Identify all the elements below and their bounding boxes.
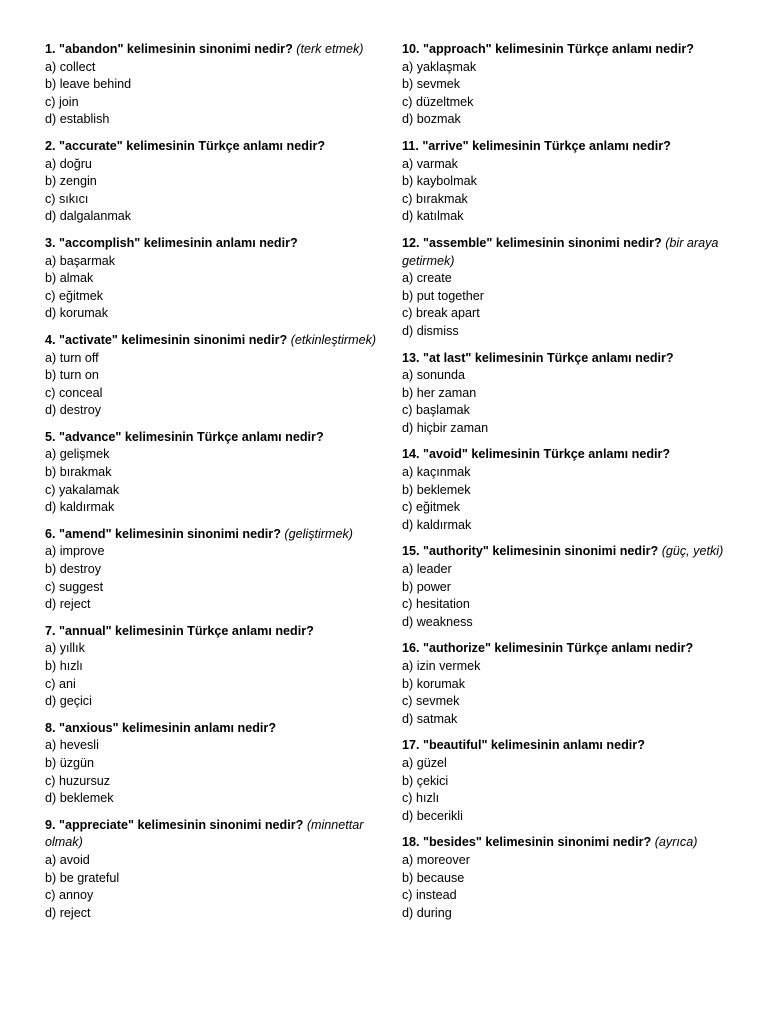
answer-option: d) dalgalanmak: [45, 209, 132, 224]
answer-option: d) satmak: [402, 711, 458, 726]
answer-option: c) hızlı: [402, 791, 440, 806]
answer-option: c) annoy: [45, 888, 94, 903]
right-column: [402, 41, 747, 931]
answer-option: d) korumak: [45, 306, 108, 321]
question-item: [402, 640, 747, 728]
question-item: [45, 332, 390, 420]
question-title: "authority" kelimesinin sinonimi nedir?: [423, 544, 659, 559]
question-title: "approach" kelimesinin Türkçe anlamı nedir?: [423, 42, 694, 56]
question-title: "arrive" kelimesinin Türkçe anlamı nedir?: [422, 138, 671, 153]
answer-option: b) be grateful: [45, 870, 120, 885]
question-number: 12.: [402, 235, 420, 250]
question-number: 17.: [402, 738, 420, 753]
question-number: 14.: [402, 447, 420, 462]
question-item: [402, 235, 747, 341]
question-hint: (ayrıca): [654, 835, 698, 850]
question-number: 5.: [45, 429, 56, 444]
answer-option: a) varmak: [402, 156, 458, 171]
answer-option: c) break apart: [402, 306, 480, 321]
answer-option: d) reject: [45, 597, 91, 612]
answer-option: c) instead: [402, 888, 457, 903]
question-title: "accurate" kelimesinin Türkçe anlamı nedir?: [59, 138, 326, 153]
answer-option: d) reject: [45, 905, 91, 920]
question-number: 11.: [402, 138, 419, 153]
question-number: 6.: [45, 526, 56, 541]
question-number: 2.: [45, 138, 56, 153]
answer-option: c) huzursuz: [45, 773, 111, 788]
answer-option: c) sıkıcı: [45, 191, 89, 206]
answer-option: b) power: [402, 579, 451, 594]
answer-option: b) turn on: [45, 368, 99, 383]
answer-option: b) korumak: [402, 676, 465, 691]
answer-option: d) kaldırmak: [402, 517, 472, 532]
question-item: [402, 350, 747, 438]
question-number: 13.: [402, 350, 420, 365]
question-line: [45, 332, 390, 350]
answer-option: c) join: [45, 94, 79, 109]
question-hint: (geliştirmek): [284, 526, 353, 541]
answer-option: c) ani: [45, 676, 76, 691]
question-title: "appreciate" kelimesinin sinonimi nedir?: [59, 817, 304, 832]
question-line: [402, 235, 747, 270]
question-line: [402, 737, 747, 755]
answer-option: d) kaldırmak: [45, 500, 115, 515]
answer-option: b) put together: [402, 288, 484, 303]
answer-option: c) hesitation: [402, 597, 470, 612]
answer-option: b) kaybolmak: [402, 174, 477, 189]
answer-option: d) beklemek: [45, 791, 114, 806]
question-title: "avoid" kelimesinin Türkçe anlamı nedir?: [423, 447, 671, 462]
question-number: 4.: [45, 332, 56, 347]
question-title: "abandon" kelimesinin sinonimi nedir?: [59, 42, 293, 56]
question-title: "assemble" kelimesinin sinonimi nedir?: [423, 235, 662, 250]
question-item: [45, 720, 390, 808]
answer-option: d) geçici: [45, 694, 92, 709]
question-number: 3.: [45, 235, 56, 250]
answer-option: b) her zaman: [402, 385, 477, 400]
question-item: [402, 737, 747, 825]
question-number: 1.: [45, 42, 56, 56]
answer-option: d) becerikli: [402, 808, 463, 823]
question-title: "advance" kelimesinin Türkçe anlamı nedir?: [59, 429, 324, 444]
question-number: 10.: [402, 42, 420, 56]
answer-option: c) başlamak: [402, 403, 470, 418]
question-number: 9.: [45, 817, 56, 832]
answer-option: c) suggest: [45, 579, 104, 594]
answer-option: c) yakalamak: [45, 482, 120, 497]
answer-option: c) sevmek: [402, 694, 460, 709]
question-hint: (minnettar olmak): [45, 817, 364, 850]
question-line: [45, 429, 390, 447]
answer-option: a) hevesli: [45, 738, 99, 753]
question-line: [45, 623, 390, 641]
question-line: [402, 138, 747, 156]
question-item: [45, 623, 390, 711]
question-number: 7.: [45, 623, 56, 638]
question-title: "activate" kelimesinin sinonimi nedir?: [59, 332, 288, 347]
question-item: [45, 235, 390, 323]
answer-option: a) sonunda: [402, 368, 466, 383]
answer-option: b) leave behind: [45, 77, 132, 92]
question-line: [45, 720, 390, 738]
answer-option: d) bozmak: [402, 112, 461, 127]
question-line: [45, 138, 390, 156]
answer-option: b) üzgün: [45, 755, 95, 770]
question-line: [45, 41, 390, 59]
answer-option: d) hiçbir zaman: [402, 420, 489, 435]
question-line: [45, 235, 390, 253]
answer-option: b) destroy: [45, 562, 101, 577]
question-item: [402, 446, 747, 534]
answer-option: b) bırakmak: [45, 465, 112, 480]
question-item: [45, 429, 390, 517]
answer-option: a) leader: [402, 562, 452, 577]
answer-option: a) başarmak: [45, 253, 115, 268]
question-title: "amend" kelimesinin sinonimi nedir?: [59, 526, 281, 541]
question-item: [45, 41, 390, 129]
question-hint: (terk etmek): [296, 42, 364, 56]
answer-option: a) izin vermek: [402, 659, 481, 673]
question-item: [402, 41, 747, 129]
answer-option: a) yaklaşmak: [402, 59, 477, 74]
question-line: [402, 446, 747, 464]
answer-option: d) destroy: [45, 403, 101, 418]
answer-option: b) beklemek: [402, 482, 471, 497]
question-item: [45, 138, 390, 226]
question-line: [45, 817, 390, 852]
question-line: [402, 834, 747, 852]
answer-option: b) because: [402, 870, 465, 885]
answer-option: a) collect: [45, 59, 96, 74]
question-item: [45, 817, 390, 923]
question-title: "beautiful" kelimesinin anlamı nedir?: [423, 738, 645, 753]
question-title: "authorize" kelimesinin Türkçe anlamı nedir?: [423, 641, 694, 656]
answer-option: c) conceal: [45, 385, 103, 400]
question-number: 15.: [402, 544, 420, 559]
question-title: "anxious" kelimesinin anlamı nedir?: [59, 720, 277, 735]
answer-option: a) gelişmek: [45, 447, 110, 462]
question-hint: (güç, yetki): [661, 544, 724, 559]
answer-option: d) weakness: [402, 614, 473, 629]
question-hint: (etkinleştirmek): [290, 332, 377, 347]
answer-option: a) improve: [45, 544, 105, 559]
question-item: [402, 834, 747, 922]
question-number: 18.: [402, 835, 420, 850]
answer-option: b) sevmek: [402, 77, 461, 92]
question-number: 8.: [45, 720, 56, 735]
answer-option: c) bırakmak: [402, 191, 468, 206]
question-title: "at last" kelimesinin Türkçe anlamı nedir?: [423, 350, 674, 365]
answer-option: d) dismiss: [402, 323, 459, 338]
answer-option: a) avoid: [45, 852, 90, 867]
question-line: [402, 543, 747, 561]
answer-option: a) turn off: [45, 350, 99, 365]
question-title: "accomplish" kelimesinin anlamı nedir?: [59, 235, 298, 250]
answer-option: d) katılmak: [402, 209, 464, 224]
answer-option: c) eğitmek: [45, 288, 104, 303]
answer-option: a) create: [402, 271, 452, 286]
question-item: [402, 138, 747, 226]
answer-option: a) kaçınmak: [402, 465, 471, 480]
answer-option: d) during: [402, 905, 452, 920]
question-item: [45, 526, 390, 614]
answer-option: b) hızlı: [45, 659, 83, 673]
question-line: [402, 41, 747, 59]
question-line: [45, 526, 390, 544]
question-title: "besides" kelimesinin sinonimi nedir?: [423, 835, 652, 850]
answer-option: a) yıllık: [45, 641, 85, 656]
answer-option: c) düzeltmek: [402, 94, 474, 109]
answer-option: c) eğitmek: [402, 500, 461, 515]
answer-option: b) zengin: [45, 174, 97, 189]
question-line: [402, 350, 747, 368]
answer-option: b) almak: [45, 271, 94, 286]
question-title: "annual" kelimesinin Türkçe anlamı nedir?: [59, 623, 314, 638]
answer-option: a) doğru: [45, 156, 92, 171]
left-column: [45, 41, 390, 931]
question-hint: (bir araya getirmek): [402, 235, 719, 268]
answer-option: d) establish: [45, 112, 110, 127]
answer-option: b) çekici: [402, 773, 449, 788]
question-item: [402, 543, 747, 631]
answer-option: a) güzel: [402, 755, 447, 770]
question-number: 16.: [402, 641, 420, 656]
answer-option: a) moreover: [402, 852, 470, 867]
question-line: [402, 640, 747, 658]
